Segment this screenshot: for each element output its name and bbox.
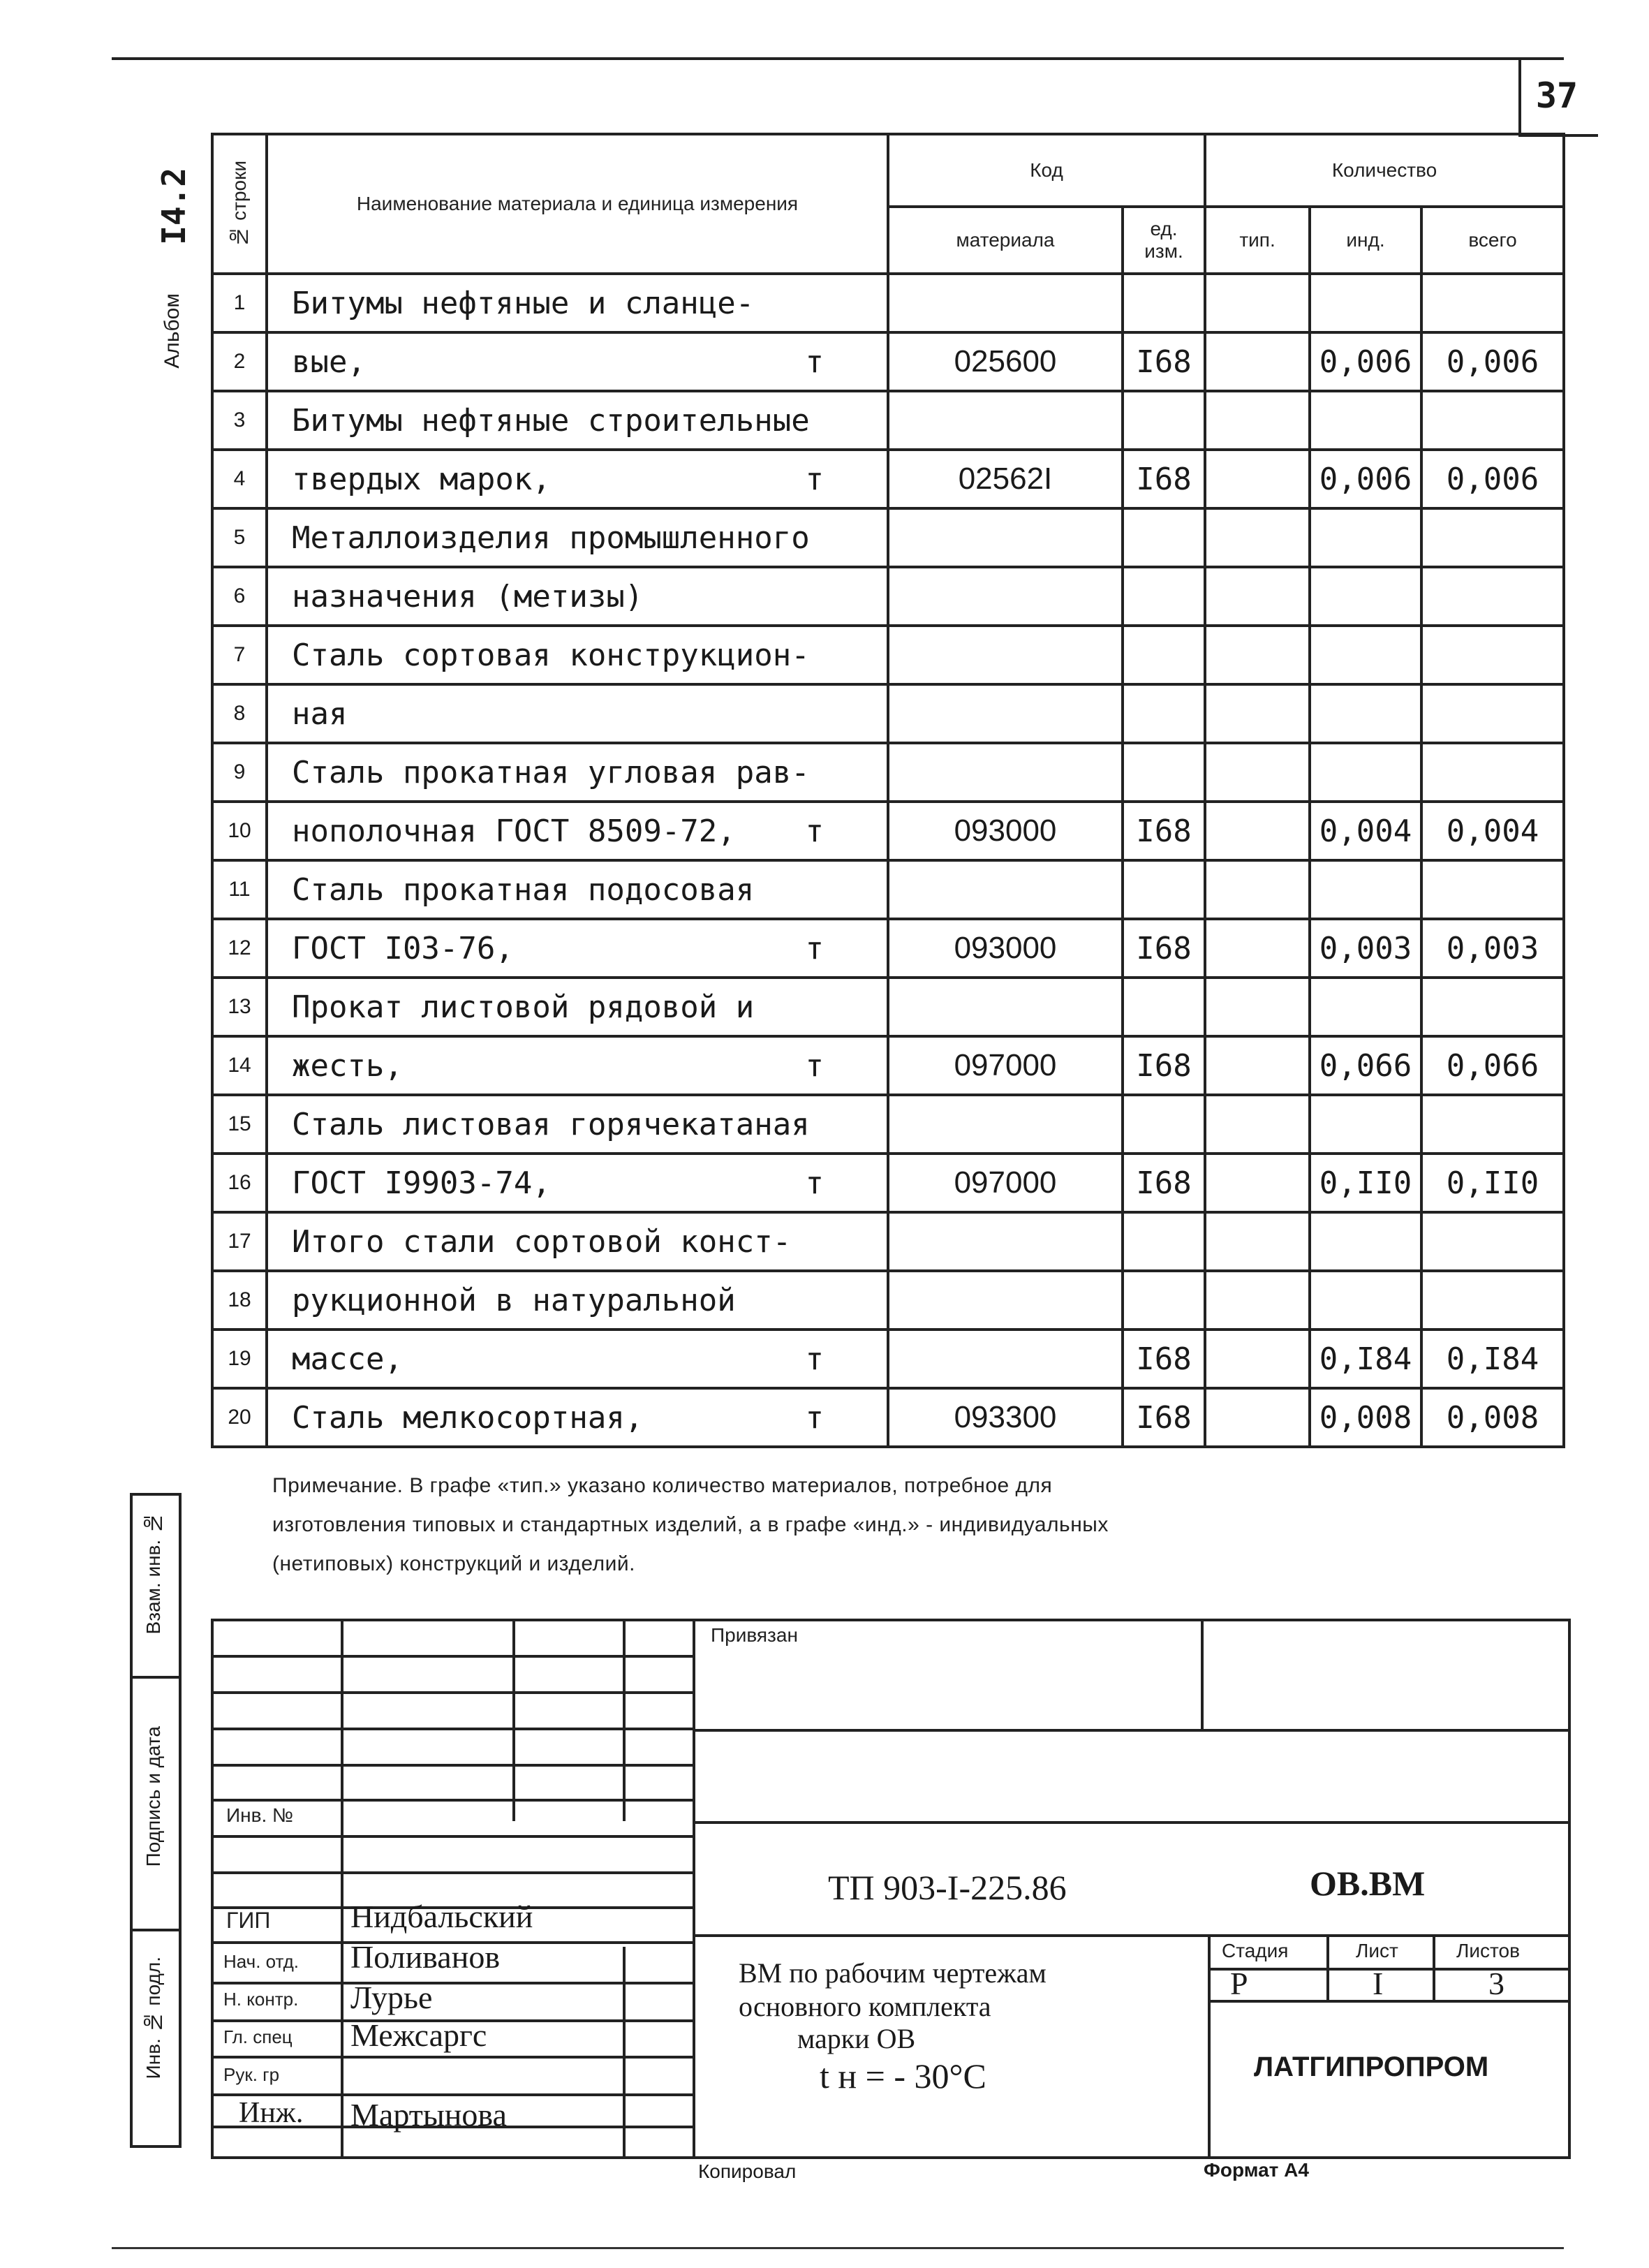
qty-ind-header: инд. (1310, 207, 1421, 274)
unit-code: I68 (1123, 1154, 1205, 1212)
material-name (267, 1036, 888, 1095)
material-name (267, 684, 888, 743)
material-code (888, 508, 1123, 567)
code-header: Код (888, 134, 1205, 207)
material-unit: т (805, 1047, 824, 1084)
material-code: 02562I (888, 450, 1123, 508)
qty-total: 0,006 (1421, 332, 1564, 391)
qty-ind (1310, 567, 1421, 626)
qty-type (1205, 1330, 1310, 1388)
qty-type (1205, 1271, 1310, 1330)
doc-code: ТП 903-I-225.86 (828, 1868, 1067, 1907)
material-name-text: рукционной в натуральной (292, 1282, 736, 1318)
material-code (888, 391, 1123, 450)
qty-type (1205, 508, 1310, 567)
unit-code (1123, 508, 1205, 567)
material-name (267, 508, 888, 567)
material-code (888, 567, 1123, 626)
material-code (888, 743, 1123, 802)
qty-ind (1310, 1271, 1421, 1330)
material-code: 097000 (888, 1154, 1123, 1212)
stage-value: Р (1230, 1966, 1248, 2001)
table-row (212, 802, 1564, 860)
qty-ind (1310, 1095, 1421, 1154)
qty-type (1205, 274, 1310, 332)
material-name (267, 1330, 888, 1388)
unit-code: I68 (1123, 1330, 1205, 1388)
material-unit: т (805, 1341, 824, 1377)
material-name-text: Металлоизделия промышленного (292, 520, 810, 556)
description-line-3: марки ОВ (797, 2023, 916, 2054)
material-code: 097000 (888, 1036, 1123, 1095)
side-label-podpis: Подпись и дата (142, 1726, 164, 1867)
qty-ind (1310, 508, 1421, 567)
qty-ind: 0,006 (1310, 332, 1421, 391)
qty-ind: 0,066 (1310, 1036, 1421, 1095)
material-name-text: Сталь прокатная подосовая (292, 871, 755, 908)
row-number: 10 (212, 802, 267, 860)
table-row (212, 1271, 1564, 1330)
qty-total-header: всего (1421, 207, 1564, 274)
qty-type (1205, 1036, 1310, 1095)
row-number: 6 (212, 567, 267, 626)
qty-type (1205, 1212, 1310, 1271)
qty-ind: 0,004 (1310, 802, 1421, 860)
unit-code (1123, 860, 1205, 919)
materials-table (211, 133, 1565, 1448)
qty-type (1205, 1388, 1310, 1447)
table-row (212, 1036, 1564, 1095)
sheet-label: Лист (1356, 1940, 1398, 1961)
row-number-header: № строки (212, 134, 267, 274)
table-row (212, 860, 1564, 919)
material-unit: т (805, 1399, 824, 1436)
table-row (212, 978, 1564, 1036)
unit-code (1123, 1271, 1205, 1330)
qty-ind (1310, 860, 1421, 919)
copied-label: Копировал (698, 2160, 797, 2182)
quantity-header: Количество (1205, 134, 1564, 207)
unit-code (1123, 978, 1205, 1036)
material-name (267, 1212, 888, 1271)
privyazan-label: Привязан (711, 1624, 798, 1646)
material-code (888, 1212, 1123, 1271)
album-number: I4.2 (155, 168, 193, 245)
row-number: 11 (212, 860, 267, 919)
qty-total (1421, 860, 1564, 919)
row-number: 17 (212, 1212, 267, 1271)
unit-code (1123, 1095, 1205, 1154)
unit-code: I68 (1123, 332, 1205, 391)
description-line-2: основного комплекта (739, 1991, 991, 2022)
qty-total (1421, 1095, 1564, 1154)
row-number: 18 (212, 1271, 267, 1330)
page-number: 37 (1535, 75, 1578, 116)
qty-total: 0,I84 (1421, 1330, 1564, 1388)
unit-code (1123, 391, 1205, 450)
material-name-text: Итого стали сортовой конст- (292, 1223, 792, 1260)
name-n-kontr: Лурье (350, 1980, 433, 2015)
qty-total (1421, 684, 1564, 743)
side-label-vzam: Взам. инв. № (142, 1512, 164, 1635)
name-gl-spec: Межсаргс (350, 2017, 487, 2053)
table-row (212, 626, 1564, 684)
qty-ind (1310, 626, 1421, 684)
qty-type (1205, 450, 1310, 508)
material-name (267, 567, 888, 626)
material-code (888, 978, 1123, 1036)
row-number: 16 (212, 1154, 267, 1212)
qty-total: 0,006 (1421, 450, 1564, 508)
material-name-text: вые, (292, 344, 366, 380)
unit-code: I68 (1123, 1036, 1205, 1095)
qty-ind: 0,II0 (1310, 1154, 1421, 1212)
qty-type-header: тип. (1205, 207, 1310, 274)
qty-type (1205, 626, 1310, 684)
format-label: Формат А4 (1204, 2159, 1309, 2181)
side-label-inv-podl: Инв. № подл. (142, 1957, 164, 2079)
role-inzh: Инж. (239, 2097, 304, 2129)
row-number: 2 (212, 332, 267, 391)
material-name-text: назначения (метизы) (292, 578, 644, 614)
unit-code (1123, 626, 1205, 684)
material-code (888, 626, 1123, 684)
material-name (267, 743, 888, 802)
qty-type (1205, 860, 1310, 919)
material-name-text: ная (292, 695, 348, 732)
row-number: 19 (212, 1330, 267, 1388)
table-row (212, 508, 1564, 567)
material-name (267, 919, 888, 978)
row-number: 14 (212, 1036, 267, 1095)
code-unit-header: ед. изм. (1123, 207, 1205, 274)
unit-code: I68 (1123, 802, 1205, 860)
material-name-text: Битумы нефтяные строительные (292, 402, 810, 439)
qty-total (1421, 1212, 1564, 1271)
table-row (212, 274, 1564, 332)
material-name-text: Сталь листовая горячекатаная (292, 1106, 810, 1142)
material-name (267, 450, 888, 508)
stage-label: Стадия (1222, 1940, 1289, 1961)
title-block (211, 1619, 1571, 2159)
material-name-text: ГОСТ I03-76, (292, 930, 514, 966)
sheets-label: Листов (1456, 1940, 1520, 1961)
material-code: 093000 (888, 802, 1123, 860)
organization: ЛАТГИПРОПРОМ (1254, 2052, 1489, 2082)
material-code: 093300 (888, 1388, 1123, 1447)
note (272, 1466, 1306, 1584)
table-row (212, 391, 1564, 450)
qty-ind: 0,003 (1310, 919, 1421, 978)
material-name (267, 391, 888, 450)
unit-code: I68 (1123, 919, 1205, 978)
top-border (112, 57, 1564, 60)
material-name (267, 274, 888, 332)
qty-total (1421, 508, 1564, 567)
material-code (888, 1330, 1123, 1388)
row-number: 12 (212, 919, 267, 978)
table-row (212, 919, 1564, 978)
unit-code (1123, 567, 1205, 626)
unit-code (1123, 1212, 1205, 1271)
material-code (888, 1095, 1123, 1154)
qty-ind (1310, 978, 1421, 1036)
material-code: 025600 (888, 332, 1123, 391)
sheet-value: I (1373, 1966, 1384, 2001)
material-name-text: Прокат листовой рядовой и (292, 989, 755, 1025)
row-number: 5 (212, 508, 267, 567)
material-unit: т (805, 1165, 824, 1201)
role-ruk-gr: Рук. гр (223, 2064, 280, 2085)
table-row (212, 332, 1564, 391)
qty-ind (1310, 1212, 1421, 1271)
qty-total (1421, 567, 1564, 626)
material-unit: т (805, 344, 824, 380)
qty-total: 0,004 (1421, 802, 1564, 860)
qty-total (1421, 391, 1564, 450)
row-number: 13 (212, 978, 267, 1036)
material-unit: т (805, 930, 824, 966)
qty-type (1205, 919, 1310, 978)
description-line-1: ВМ по рабочим чертежам (739, 1957, 1047, 1989)
material-name-text: ГОСТ I9903-74, (292, 1165, 551, 1201)
material-name (267, 802, 888, 860)
row-number: 4 (212, 450, 267, 508)
row-number: 15 (212, 1095, 267, 1154)
material-code (888, 274, 1123, 332)
doc-mark: ОВ.ВМ (1310, 1864, 1426, 1903)
material-name-text: Сталь сортовая конструкцион- (292, 637, 810, 673)
row-number: 7 (212, 626, 267, 684)
description-line-4: t н = - 30°С (820, 2056, 986, 2096)
qty-type (1205, 743, 1310, 802)
qty-type (1205, 1154, 1310, 1212)
role-gip: ГИП (226, 1908, 271, 1933)
qty-type (1205, 1095, 1310, 1154)
sheets-value: 3 (1488, 1966, 1504, 2001)
qty-type (1205, 567, 1310, 626)
side-stamp (130, 1493, 182, 2148)
qty-ind (1310, 391, 1421, 450)
row-number: 8 (212, 684, 267, 743)
qty-ind (1310, 684, 1421, 743)
qty-ind: 0,008 (1310, 1388, 1421, 1447)
note-line-2: изготовления типовых и стандартных изделий, а в графе «инд.» - индивидуальных (272, 1513, 1109, 1536)
qty-type (1205, 978, 1310, 1036)
qty-total: 0,II0 (1421, 1154, 1564, 1212)
material-name-text: массе, (292, 1341, 403, 1377)
note-line-1: Примечание. В графе «тип.» указано количество материалов, потребное для (272, 1474, 1053, 1497)
unit-code (1123, 684, 1205, 743)
role-gl-spec: Гл. спец (223, 2026, 293, 2047)
qty-total (1421, 978, 1564, 1036)
name-gip: Нидбальский (350, 1899, 533, 1934)
table-row (212, 1095, 1564, 1154)
material-name (267, 978, 888, 1036)
material-unit: т (805, 813, 824, 849)
qty-ind (1310, 274, 1421, 332)
qty-ind (1310, 743, 1421, 802)
album-label: Альбом (161, 293, 184, 369)
qty-ind: 0,006 (1310, 450, 1421, 508)
role-nach-otd: Нач. отд. (223, 1951, 299, 1972)
material-name (267, 1095, 888, 1154)
row-number: 9 (212, 743, 267, 802)
material-code (888, 1271, 1123, 1330)
material-name (267, 1271, 888, 1330)
row-number: 3 (212, 391, 267, 450)
name-nach-otd: Поливанов (350, 1939, 501, 1975)
code-material-header: материала (888, 207, 1123, 274)
qty-total (1421, 743, 1564, 802)
qty-total: 0,008 (1421, 1388, 1564, 1447)
table-row (212, 743, 1564, 802)
material-name (267, 1154, 888, 1212)
unit-code (1123, 274, 1205, 332)
note-line-3: (нетиповых) конструкций и изделий. (272, 1552, 635, 1575)
table-row (212, 1212, 1564, 1271)
material-name-text: жесть, (292, 1047, 403, 1084)
material-code: 093000 (888, 919, 1123, 978)
table-row (212, 450, 1564, 508)
qty-type (1205, 684, 1310, 743)
material-name (267, 626, 888, 684)
material-code (888, 860, 1123, 919)
name-header: Наименование материала и единица измерения (267, 134, 888, 274)
row-number: 1 (212, 274, 267, 332)
name-inzh: Мартынова (350, 2097, 507, 2133)
material-code (888, 684, 1123, 743)
material-name-text: Битумы нефтяные и сланце- (292, 285, 755, 321)
material-name-text: нополочная ГОСТ 8509-72, (292, 813, 736, 849)
qty-total: 0,003 (1421, 919, 1564, 978)
qty-total (1421, 1271, 1564, 1330)
table-row (212, 1330, 1564, 1388)
material-name (267, 332, 888, 391)
inv-no-label: Инв. № (226, 1804, 294, 1826)
material-unit: т (805, 461, 824, 497)
qty-ind: 0,I84 (1310, 1330, 1421, 1388)
row-number: 20 (212, 1388, 267, 1447)
table-row (212, 684, 1564, 743)
material-name (267, 1388, 888, 1447)
unit-code (1123, 743, 1205, 802)
material-name (267, 860, 888, 919)
unit-code: I68 (1123, 450, 1205, 508)
qty-total (1421, 626, 1564, 684)
table-row (212, 1388, 1564, 1447)
qty-total (1421, 274, 1564, 332)
material-name-text: твердых марок, (292, 461, 551, 497)
bottom-border (112, 2247, 1564, 2249)
table-row (212, 567, 1564, 626)
qty-total: 0,066 (1421, 1036, 1564, 1095)
unit-code: I68 (1123, 1388, 1205, 1447)
role-n-kontr: Н. контр. (223, 1989, 299, 2010)
qty-type (1205, 332, 1310, 391)
table-row (212, 1154, 1564, 1212)
material-name-text: Сталь прокатная угловая рав- (292, 754, 810, 790)
material-name-text: Сталь мелкосортная, (292, 1399, 644, 1436)
qty-type (1205, 802, 1310, 860)
qty-type (1205, 391, 1310, 450)
